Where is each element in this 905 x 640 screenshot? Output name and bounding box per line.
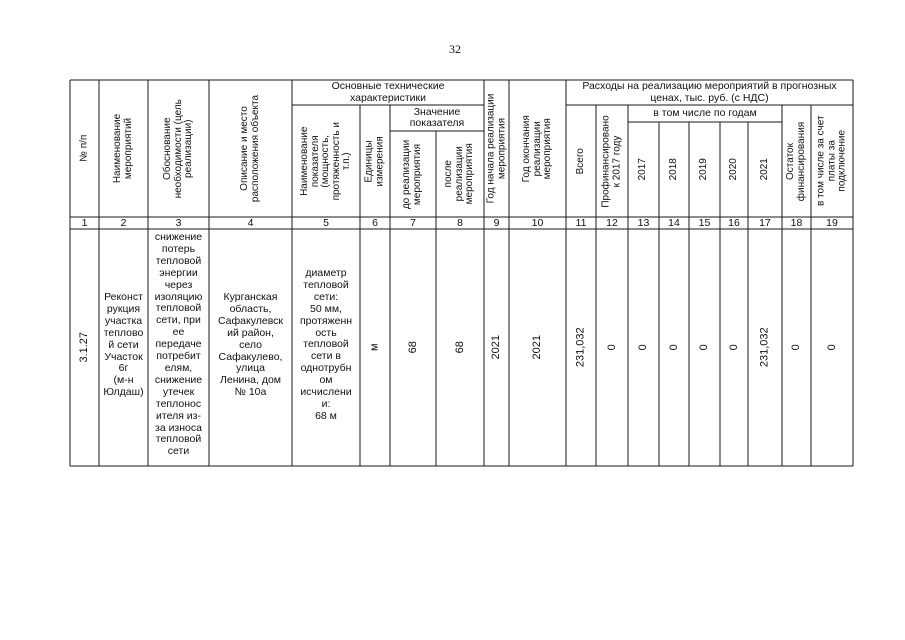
row-justification: снижение потерь тепловой энергии через изоляцию тепловой сети, при ее передаче потребит елям, снижение утечек теплонос ителя из- за износа тепловой сети: [154, 231, 203, 458]
row-connection-fee: 0: [825, 344, 838, 351]
row-value-after: 68: [453, 341, 466, 354]
row-name: Реконст рукция участка теплово й сети Участок 6г (м-н Юлдаш): [103, 291, 144, 399]
column-number: 4: [247, 217, 254, 229]
header-group-costs: Расходы на реализацию мероприятий в прогнозных ценах, тыс. руб. (с НДС): [582, 80, 837, 104]
header-col-number: № п/п: [78, 134, 90, 163]
header-col-2019: 2019: [698, 158, 710, 181]
row-financed-2017: 0: [605, 344, 618, 351]
header-col-indicator: Наименование показателя (мощность, протяженность и т.п.): [298, 121, 352, 201]
header-col-connection-fee: в том числе за счет платы за подключение: [815, 115, 848, 207]
header-col-location: Описание и место расположения объекта: [239, 94, 261, 203]
row-indicator: диаметр тепловой сети: 50 мм, протяженн ость тепловой сети в однотрубн ом исчислени и: 68 м: [299, 267, 353, 422]
column-number: 1: [81, 217, 88, 229]
header-group-value: Значение показателя: [409, 105, 465, 129]
column-number: 11: [575, 217, 587, 229]
row-start-year: 2021: [490, 335, 503, 360]
column-number: 15: [698, 217, 711, 229]
row-year-2020: 0: [727, 344, 740, 351]
header-group-technical: Основные технические характеристики: [331, 80, 445, 104]
header-col-before: до реализации мероприятия: [401, 139, 424, 209]
header-col-name: Наименование мероприятий: [112, 113, 134, 184]
header-col-justification: Обоснование необходимости (цель реализации): [161, 98, 194, 199]
column-number: 14: [668, 217, 680, 229]
column-number: 2: [120, 217, 127, 229]
row-year-2019: 0: [698, 344, 711, 351]
column-number: 3: [175, 217, 182, 229]
row-year-2021: 231,032: [758, 327, 771, 368]
header-col-total: Всего: [574, 147, 586, 175]
header-col-2021: 2021: [758, 158, 770, 181]
column-number: 18: [790, 217, 803, 229]
page-number: 32: [449, 42, 461, 56]
column-number: 13: [637, 217, 650, 229]
header-col-2017: 2017: [637, 158, 649, 181]
header-group-years: в том числе по годам: [653, 106, 757, 119]
row-value-before: 68: [406, 341, 419, 354]
row-location: Курганская область, Сафакулевск ий район, село Сафакулево, улица Ленина, дом № 10а: [217, 291, 284, 399]
header-col-2018: 2018: [667, 158, 679, 181]
header-col-start-year: Год начала реализации мероприятия: [485, 93, 507, 204]
header-col-2020: 2020: [727, 158, 739, 181]
row-unit: м: [368, 343, 381, 352]
header-col-after: после реализации мероприятия: [443, 143, 476, 205]
column-number: 7: [410, 217, 416, 229]
row-remaining: 0: [790, 344, 803, 351]
row-year-2017: 0: [637, 344, 650, 351]
header-col-remaining: Остаток финансирования: [785, 121, 807, 201]
row-number: 3.1.27: [78, 332, 91, 363]
column-number: 16: [728, 217, 740, 229]
row-total: 231,032: [574, 327, 587, 368]
header-col-end-year: Год окончания реализации мероприятия: [520, 114, 553, 183]
header-col-unit: Единицы измерения: [363, 135, 386, 187]
column-number: 19: [826, 217, 838, 229]
column-number: 12: [606, 217, 618, 229]
column-number: 17: [759, 217, 771, 229]
column-number: 10: [531, 217, 544, 229]
row-end-year: 2021: [531, 335, 544, 360]
column-number: 5: [323, 217, 329, 229]
column-number: 6: [372, 217, 378, 229]
column-number: 8: [457, 217, 463, 229]
column-number: 9: [493, 217, 500, 229]
row-year-2018: 0: [667, 344, 680, 351]
header-col-financed-2017: Профинансировано к 2017 году: [600, 114, 623, 208]
